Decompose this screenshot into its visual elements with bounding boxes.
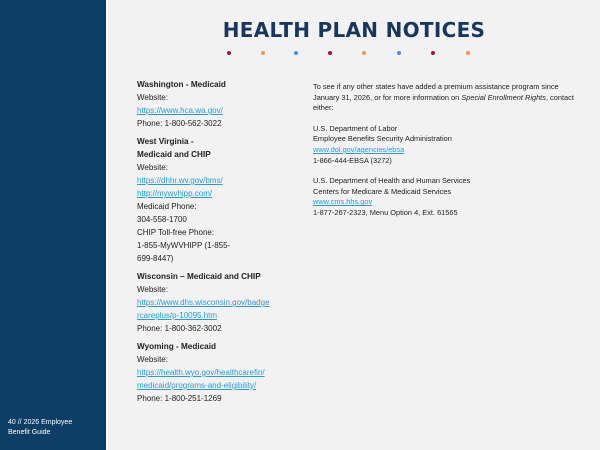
- intro-text-end: , contact either:: [313, 92, 574, 113]
- hhs-phone: 1-877-267-2323, Menu Option 4, Ext. 61565: [313, 207, 458, 217]
- state-washington: [137, 78, 287, 130]
- website-link-cont[interactable]: medicaid/programs-and-eligibility/: [137, 381, 257, 390]
- website-link[interactable]: https://www.dhs.wisconsin.gov/badge: [137, 298, 270, 307]
- sidebar-band: [0, 0, 106, 450]
- website-label: Website:: [137, 355, 168, 364]
- decorative-dots: [0, 51, 600, 57]
- dot-icon: [227, 51, 231, 55]
- intro-emphasis: Special Enrollment Rights: [461, 92, 546, 102]
- dot-icon: [362, 51, 366, 55]
- dot-icon: [261, 51, 265, 55]
- website-label: Website:: [137, 93, 168, 102]
- federal-contacts-column: [313, 82, 578, 229]
- website-label: Website:: [137, 285, 168, 294]
- footer-page-label: 40 // 2026 Employee: [8, 419, 73, 426]
- website-link[interactable]: http://mywvhipp.com/: [137, 189, 213, 198]
- dol-link[interactable]: www.dol.gov/agencies/ebsa: [313, 144, 405, 154]
- website-link[interactable]: https://health.wyo.gov/healthcarefin/: [137, 368, 265, 377]
- hhs-link[interactable]: www.cms.hhs.gov: [313, 197, 373, 207]
- state-contacts-column: [137, 78, 287, 410]
- dot-icon: [466, 51, 470, 55]
- sidebar-divider: [106, 0, 108, 450]
- phone-text: 1-855-MyWVHIPP (1-855-: [137, 241, 231, 250]
- footer-guide-label: Benefit Guide: [8, 429, 51, 436]
- phone-label: Medicaid Phone:: [137, 202, 197, 211]
- dol-contact: [313, 124, 578, 166]
- state-title: Wyoming - Medicaid: [137, 342, 217, 351]
- intro-paragraph: [313, 82, 578, 114]
- dot-icon: [328, 51, 332, 55]
- dol-name: U.S. Department of Labor: [313, 123, 398, 133]
- phone-text: Phone: 1-800-562-3022: [137, 119, 222, 128]
- page-footer: [8, 418, 98, 438]
- page-title: HEALTH PLAN NOTICES: [222, 18, 486, 42]
- phone-text: 699-8447): [137, 254, 174, 263]
- state-title: Washington - Medicaid: [137, 80, 226, 89]
- dol-agency: Employee Benefits Security Administration: [313, 134, 452, 144]
- phone-text: Phone: 1-800-251-1269: [137, 394, 222, 403]
- website-link[interactable]: https://dhhr.wv.gov/bms/: [137, 176, 223, 185]
- phone-label: CHIP Toll-free Phone:: [137, 228, 215, 237]
- hhs-contact: [313, 176, 578, 218]
- dot-icon: [431, 51, 435, 55]
- phone-text: Phone: 1-800-362-3002: [137, 324, 222, 333]
- hhs-agency: Centers for Medicare & Medicaid Services: [313, 186, 452, 196]
- website-link[interactable]: https://www.hca.wa.gov/: [137, 106, 223, 115]
- state-wyoming: [137, 340, 287, 405]
- state-west-virginia: [137, 135, 287, 265]
- state-title: Wisconsin – Medicaid and CHIP: [137, 272, 261, 281]
- phone-text: 304-558-1700: [137, 215, 187, 224]
- intro-text: To see if any other states have added a premium assistance program since January 31, 2026, or for more information on: [313, 82, 559, 102]
- website-label: Website:: [137, 163, 168, 172]
- dol-phone: 1-866-444-EBSA (3272): [313, 155, 392, 165]
- state-wisconsin: [137, 270, 287, 335]
- state-title: West Virginia -: [137, 137, 194, 146]
- dot-icon: [397, 51, 401, 55]
- state-title-cont: Medicaid and CHIP: [137, 150, 211, 159]
- website-link-cont[interactable]: rcareplus/p-10095.htm: [137, 311, 218, 320]
- hhs-name: U.S. Department of Health and Human Services: [313, 176, 471, 186]
- dot-icon: [294, 51, 298, 55]
